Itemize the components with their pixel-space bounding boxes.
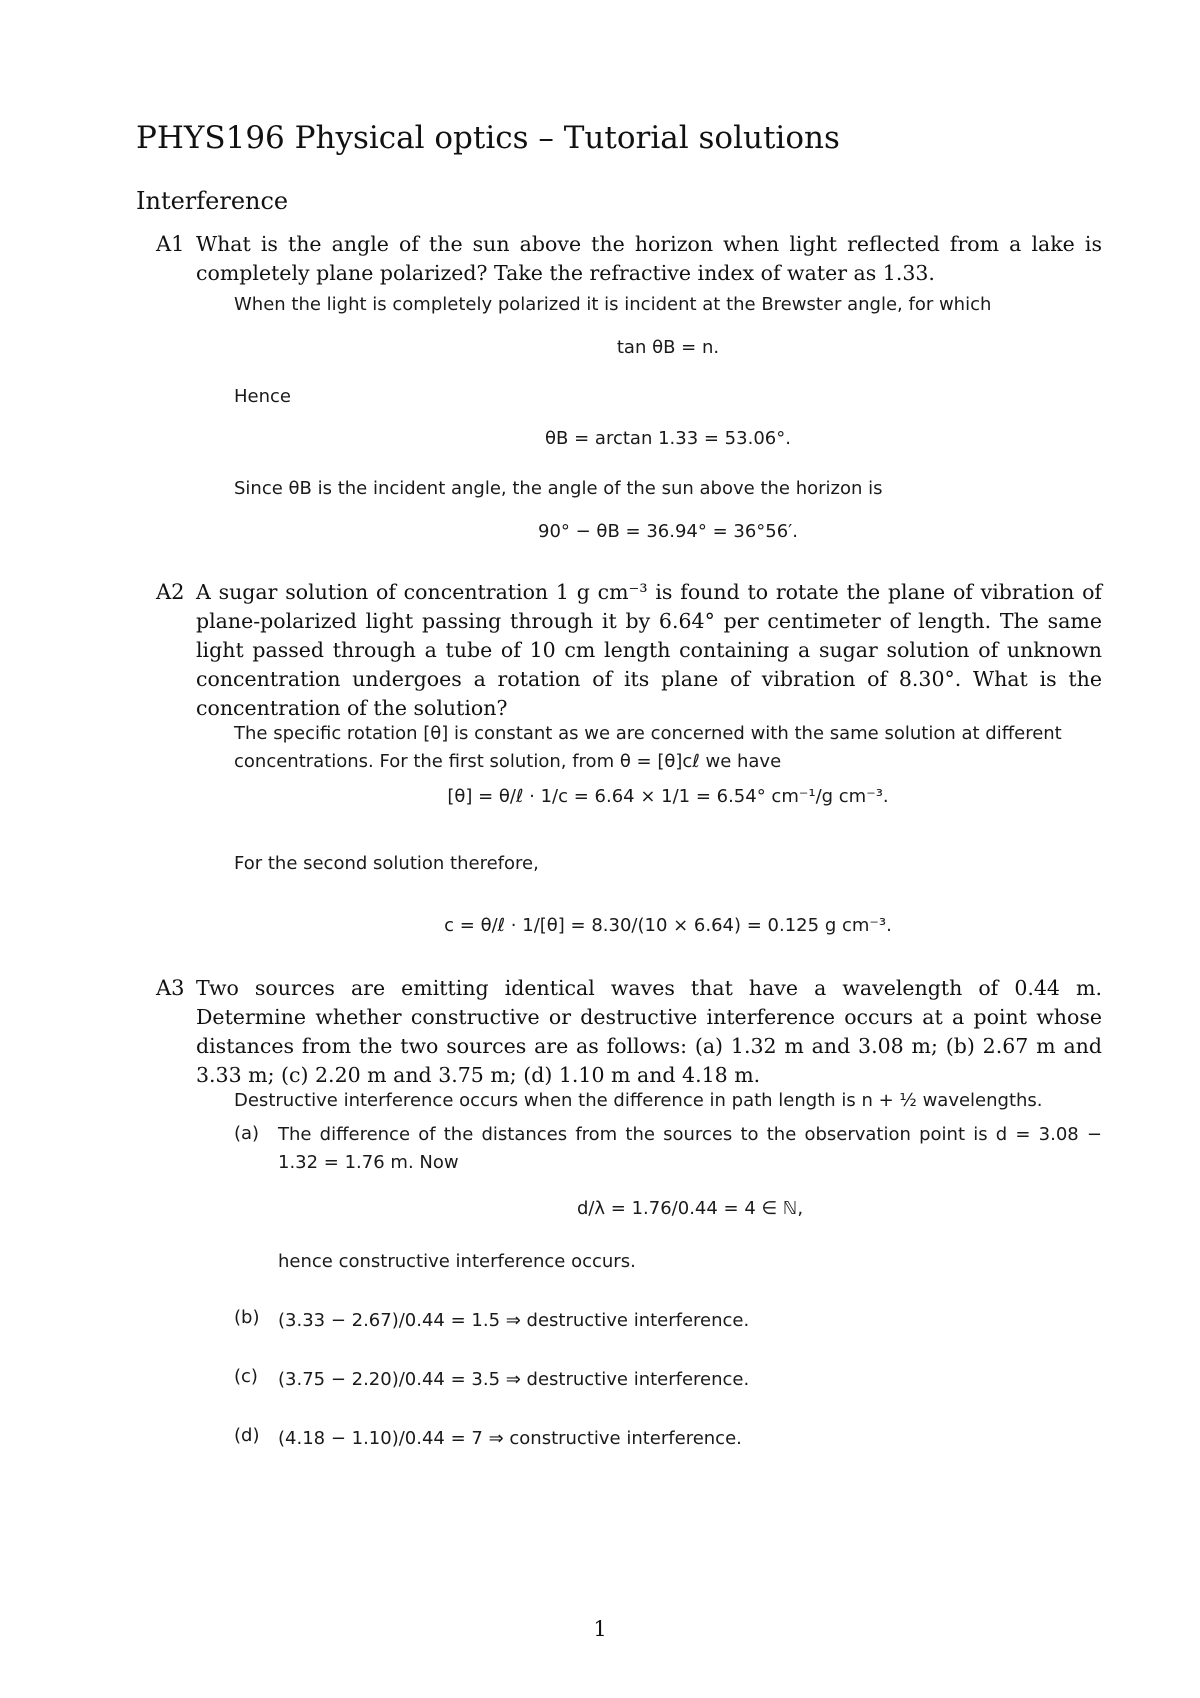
question-a1: What is the angle of the sun above the horizon when light reflected from a lake is completely plane polarized? Take the refractive index of water as 1.33. — [196, 232, 1102, 285]
equation-text: 90° − θB = 36.94° = 36°56′. — [538, 521, 798, 542]
equation-a2-concentration — [234, 915, 1102, 936]
equation-text: θB = arctan 1.33 = 53.06°. — [545, 428, 791, 449]
answer-a1-since: Since θB is the incident angle, the angle of the sun above the horizon is — [234, 478, 883, 499]
section-heading: Interference — [136, 187, 289, 215]
question-a3: Two sources are emitting identical waves that have a wavelength of 0.44 m. Determine whether constructive or destructive interference occurs at a point whose distances from the two sources are as follows: (a) 1.32 m and 3.08 m; (b) 2.67 m and 3.33 m; (c) 2.20 m and 3.75 m; (d) 1.10 m and 4.18 m. — [196, 976, 1102, 1087]
equation-a1-result — [234, 521, 1102, 542]
equation-text: [θ] = θ/ℓ · 1/c = 6.64 × 1/1 = 6.54° cm⁻¹/g cm⁻³. — [447, 786, 889, 807]
page-title: PHYS196 Physical optics – Tutorial solutions — [136, 120, 840, 156]
equation-text: d/λ = 1.76/0.44 = 4 ∈ ℕ, — [576, 1198, 804, 1219]
question-label-a2: A2 — [156, 580, 185, 604]
part-a-conclusion: hence constructive interference occurs. — [278, 1251, 636, 1272]
part-label-b: (b) — [234, 1307, 260, 1328]
answer-a1-intro: When the light is completely polarized it is incident at the Brewster angle, for which — [234, 294, 992, 315]
part-c-equation: (3.75 − 2.20)/0.44 = 3.5 ⇒ destructive interference. — [278, 1369, 750, 1390]
equation-a1-arctan — [234, 428, 1102, 449]
part-d-equation: (4.18 − 1.10)/0.44 = 7 ⇒ constructive interference. — [278, 1428, 742, 1449]
part-label-d: (d) — [234, 1425, 260, 1446]
answer-a3-intro: Destructive interference occurs when the difference in path length is n + ½ wavelengths. — [234, 1090, 1043, 1111]
part-label-a: (a) — [234, 1123, 260, 1144]
question-label-a1: A1 — [156, 232, 185, 256]
equation-a3-part-a — [278, 1198, 1102, 1219]
answer-a2-second: For the second solution therefore, — [234, 853, 539, 874]
equation-a2-specific-rotation — [234, 786, 1102, 807]
answer-a1-hence: Hence — [234, 386, 291, 407]
question-a2: A sugar solution of concentration 1 g cm⁻³ is found to rotate the plane of vibration of plane-polarized light passing through it by 6.64° per centimeter of length. The same light passed through a tube of 10 cm length containing a sugar solution of unknown concentration undergoes a rotation of its plane of vibration of 8.30°. What is the concentration of the solution? — [196, 580, 1102, 720]
equation-a1-brewster — [234, 337, 1102, 358]
equation-text: c = θ/ℓ · 1/[θ] = 8.30/(10 × 6.64) = 0.125 g cm⁻³. — [444, 915, 892, 936]
equation-text: tan θB = n. — [616, 337, 720, 358]
question-label-a3: A3 — [156, 976, 185, 1000]
page-number: 1 — [593, 1617, 607, 1641]
part-a-text: The difference of the distances from the sources to the observation point is d = 3.08 − 1.32 = 1.76 m. Now — [278, 1124, 1102, 1173]
answer-a2-intro: The specific rotation [θ] is constant as we are concerned with the same solution at different concentrations. For the first solution, from θ = [θ]cℓ we have — [234, 723, 1062, 772]
part-b-equation: (3.33 − 2.67)/0.44 = 1.5 ⇒ destructive interference. — [278, 1310, 750, 1331]
part-label-c: (c) — [234, 1366, 258, 1387]
